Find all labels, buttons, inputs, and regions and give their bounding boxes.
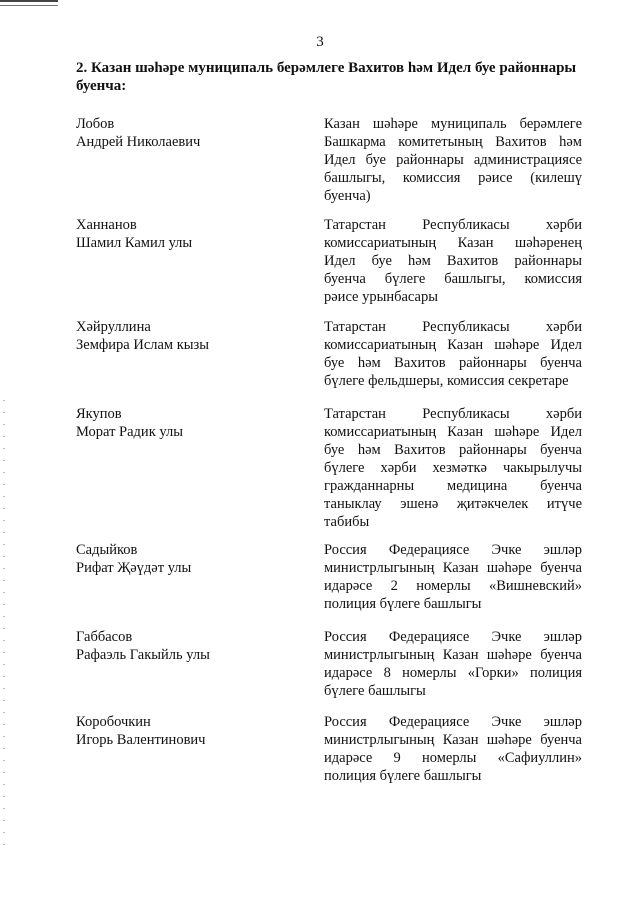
scan-edge-mark — [0, 0, 58, 2]
position-line: министрлыгының Казан шәһәре буенча — [324, 647, 582, 663]
position-line: Казан шәһәре муниципаль берәмлеге — [324, 116, 582, 132]
position-line: Идел буе районнары администрациясе — [324, 152, 582, 168]
position-line: бүлеге хәрби хезмәткә чакырылучы — [324, 460, 582, 476]
position-line: буе һәм Вахитов районнары буенча — [324, 355, 582, 371]
member-given-name: Морат Радик улы — [76, 424, 183, 440]
position-line: полиция бүлеге башлыгы — [324, 596, 482, 612]
position-line: табибы — [324, 514, 370, 530]
position-line: Россия Федерациясе Эчке эшләр — [324, 629, 582, 645]
section-heading: 2. Казан шәһәре муниципаль берәмлеге Вахитов һәм Идел буе районнары буенча: — [76, 60, 577, 94]
member-name — [76, 628, 296, 664]
page-number: 3 — [316, 34, 324, 50]
position-line: идарәсе 8 номерлы «Горки» полиция — [324, 665, 582, 681]
position-line: министрлыгының Казан шәһәре буенча — [324, 732, 582, 748]
position-line: башлыгы, комиссия рәисе (килешү — [324, 170, 582, 186]
position-line: комиссариатының Казан шәһәренең — [324, 235, 582, 251]
scan-edge-mark — [0, 5, 58, 6]
member-position — [324, 541, 582, 613]
member-name — [76, 713, 296, 749]
member-name — [76, 405, 296, 441]
position-line: Татарстан Республикасы хәрби — [324, 217, 582, 233]
position-line: полиция бүлеге башлыгы — [324, 768, 482, 784]
member-given-name: Рифат Җәүдәт улы — [76, 560, 192, 576]
position-line: идарәсе 2 номерлы «Вишневский» — [324, 578, 582, 594]
binding-margin-marks — [3, 400, 5, 850]
member-given-name: Рафаэль Гакыйль улы — [76, 647, 210, 663]
member-position — [324, 216, 582, 306]
position-line: комиссариатының Казан шәһәре Идел — [324, 424, 582, 440]
position-line: таныклау эшенә җитәкчелек итүче — [324, 496, 582, 512]
member-name — [76, 318, 296, 354]
member-name — [76, 216, 296, 252]
member-surname: Лобов — [76, 116, 115, 132]
position-line: Татарстан Республикасы хәрби — [324, 319, 582, 335]
position-line: бүлеге фельдшеры, комиссия секретаре — [324, 373, 569, 389]
member-position — [324, 115, 582, 205]
member-given-name: Шамил Камил улы — [76, 235, 193, 251]
member-given-name: Андрей Николаевич — [76, 134, 201, 150]
position-line: комиссариатының Казан шәһәре Идел — [324, 337, 582, 353]
member-position — [324, 318, 582, 390]
member-position — [324, 713, 582, 785]
position-line: министрлыгының Казан шәһәре буенча — [324, 560, 582, 576]
position-line: буенча бүлеге башлыгы, комиссия — [324, 271, 582, 287]
position-line: гражданнарны медицина буенча — [324, 478, 582, 494]
member-name — [76, 115, 296, 151]
position-line: Идел буе һәм Вахитов районнары — [324, 253, 582, 269]
member-surname: Садыйков — [76, 542, 138, 558]
position-line: Татарстан Республикасы хәрби — [324, 406, 582, 422]
member-surname: Ханнанов — [76, 217, 137, 233]
member-given-name: Игорь Валентинович — [76, 732, 206, 748]
position-line: рәисе урынбасары — [324, 289, 438, 305]
member-given-name: Земфира Ислам кызы — [76, 337, 209, 353]
member-surname: Коробочкин — [76, 714, 151, 730]
member-position — [324, 628, 582, 700]
position-line: бүлеге башлыгы — [324, 683, 426, 699]
member-name — [76, 541, 296, 577]
member-surname: Хәйруллина — [76, 319, 151, 335]
position-line: буе һәм Вахитов районнары буенча — [324, 442, 582, 458]
position-line: буенча) — [324, 188, 371, 204]
member-surname: Якупов — [76, 406, 122, 422]
member-position — [324, 405, 582, 531]
position-line: Башкарма комитетының Вахитов һәм — [324, 134, 582, 150]
member-surname: Габбасов — [76, 629, 133, 645]
position-line: идарәсе 9 номерлы «Сафиуллин» — [324, 750, 582, 766]
position-line: Россия Федерациясе Эчке эшләр — [324, 714, 582, 730]
position-line: Россия Федерациясе Эчке эшләр — [324, 542, 582, 558]
